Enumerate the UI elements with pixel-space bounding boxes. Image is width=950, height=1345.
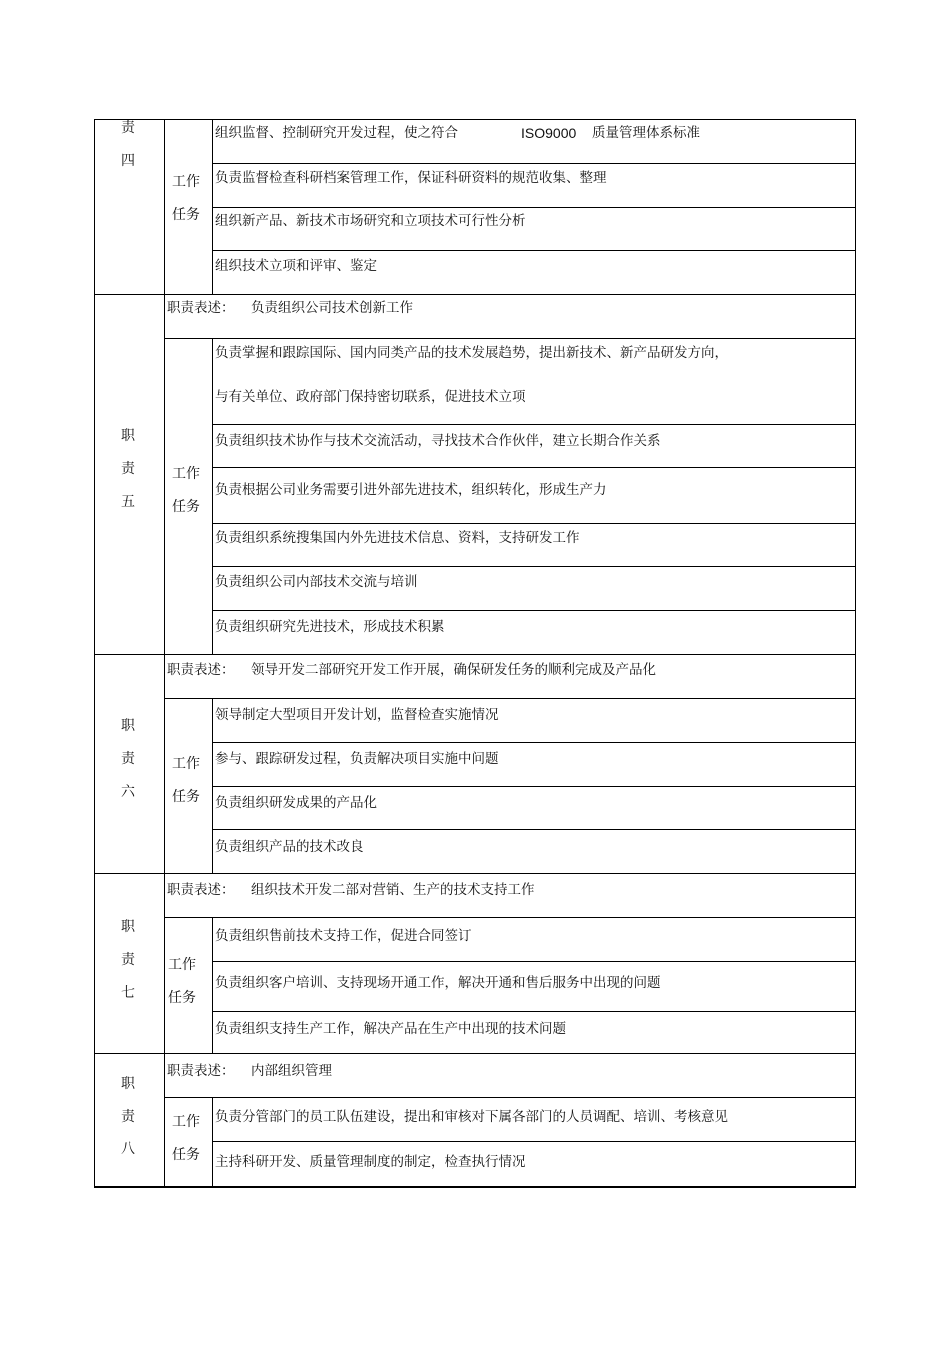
task-row-separator [212,207,856,208]
task-text: 参与、跟踪研发过程，负责解决项目实施中问题 [215,751,499,767]
duty-label-char: 四 [121,153,135,169]
task-text: 领导制定大型项目开发计划，监督检查实施情况 [215,707,499,723]
duty-label-char: 五 [121,494,135,510]
task-text: 负责组织研究先进技术，形成技术积累 [215,619,445,635]
duty-label-char: 八 [121,1141,135,1157]
duty-label-column-divider [164,119,165,1187]
statement-text: 负责组织公司技术创新工作 [251,300,413,316]
statement-separator [164,917,856,918]
task-row-separator [212,786,856,787]
task-text: 负责组织技术协作与技术交流活动，寻找技术合作伙伴，建立长期合作关系 [215,433,661,449]
work-task-label: 任务 [172,207,200,223]
task-row-separator [212,610,856,611]
task-text: 组织监督、控制研究开发过程，使之符合 [215,125,458,141]
task-column-divider [212,338,213,654]
duty-label-char: 七 [121,985,135,1001]
work-task-label: 任务 [172,499,200,515]
statement-text: 内部组织管理 [251,1063,332,1079]
task-row-separator [212,424,856,425]
table-right-border [855,119,856,1187]
task-row-separator [212,250,856,251]
table-top-border [94,119,856,120]
group-separator [94,294,856,295]
task-text: 与有关单位、政府部门保持密切联系，促进技术立项 [215,389,526,405]
statement-separator [164,1097,856,1098]
task-column-divider [212,1097,213,1187]
statement-text: 领导开发二部研究开发工作开展，确保研发任务的顺利完成及产品化 [251,662,656,678]
work-task-label: 工作 [168,957,196,973]
work-task-label: 任务 [168,990,196,1006]
group-separator [94,1053,856,1054]
table-left-border [94,119,95,1187]
task-row-separator [212,1011,856,1012]
task-text: 负责组织研发成果的产品化 [215,795,377,811]
duty-label-char: 六 [121,784,135,800]
task-row-separator [212,163,856,164]
duty-label-char: 责 [121,120,135,136]
work-task-label: 任务 [172,789,200,805]
statement-label: 职责表述： [167,300,235,316]
task-text: 组织新产品、新技术市场研究和立项技术可行性分析 [215,213,526,229]
work-task-label: 工作 [172,1114,200,1130]
task-row-separator [212,742,856,743]
task-row-separator [212,523,856,524]
task-text: 负责掌握和跟踪国际、国内同类产品的技术发展趋势，提出新技术、新产品研发方向， [215,345,728,361]
task-text: 负责组织售前技术支持工作，促进合同签订 [215,928,472,944]
duty-label-char: 责 [121,751,135,767]
statement-label: 职责表述： [167,882,235,898]
statement-label: 职责表述： [167,1063,235,1079]
task-text: 负责监督检查科研档案管理工作，保证科研资料的规范收集、整理 [215,170,607,186]
task-row-separator [212,467,856,468]
duty-label-char: 职 [121,718,135,734]
statement-text: 组织技术开发二部对营销、生产的技术支持工作 [251,882,535,898]
task-text: 主持科研开发、质量管理制度的制定，检查执行情况 [215,1154,526,1170]
task-text-standard-code: ISO9000 [521,125,577,141]
task-column-divider [212,917,213,1053]
work-task-label: 工作 [172,756,200,772]
duty-label-char: 职 [121,1076,135,1092]
task-text: 负责组织系统搜集国内外先进技术信息、资料，支持研发工作 [215,530,580,546]
work-task-label: 工作 [172,466,200,482]
task-text: 负责组织支持生产工作，解决产品在生产中出现的技术问题 [215,1021,566,1037]
task-text: 负责根据公司业务需要引进外部先进技术，组织转化，形成生产力 [215,482,607,498]
task-row-separator [212,961,856,962]
task-row-separator [212,1141,856,1142]
statement-label: 职责表述： [167,662,235,678]
duty-label-char: 职 [121,919,135,935]
task-text: 质量管理体系标准 [592,125,700,141]
task-text: 负责组织公司内部技术交流与培训 [215,574,418,590]
task-text: 组织技术立项和评审、鉴定 [215,258,377,274]
statement-separator [164,698,856,699]
group-separator [94,873,856,874]
duty-label-char: 责 [121,461,135,477]
task-text: 负责分管部门的员工队伍建设，提出和审核对下属各部门的人员调配、培训、考核意见 [215,1109,728,1125]
table-bottom-border [94,1186,856,1188]
task-text: 负责组织客户培训、支持现场开通工作，解决开通和售后服务中出现的问题 [215,975,661,991]
group-separator [94,654,856,655]
work-task-label: 任务 [172,1147,200,1163]
duty-label-char: 责 [121,952,135,968]
work-task-label: 工作 [172,174,200,190]
task-row-separator [212,566,856,567]
task-row-separator [212,829,856,830]
task-text: 负责组织产品的技术改良 [215,839,364,855]
duty-label-char: 责 [121,1109,135,1125]
duty-label-char: 职 [121,428,135,444]
statement-separator [164,338,856,339]
